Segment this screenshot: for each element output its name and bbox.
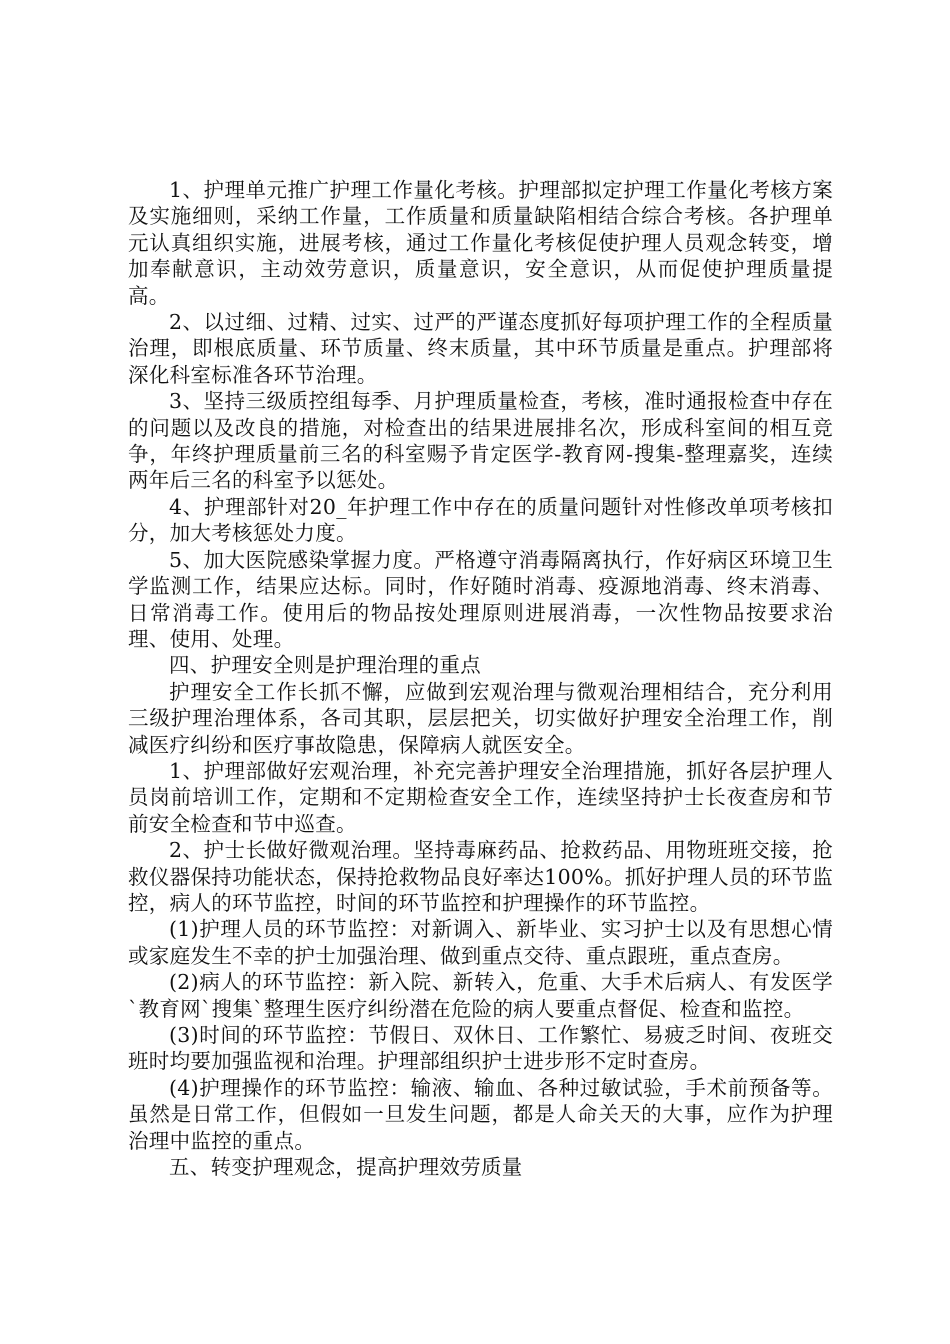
section-heading-5: 五、转变护理观念，提高护理效劳质量: [169, 1155, 523, 1180]
paragraph-item-3: 3、坚持三级质控组每季、月护理质量检查，考核，准时通报检查中存在的问题以及改良的措施，对检查出的结果进展排名次，形成科室间的相互竞争，年终护理质量前三名的科室赐予肯定医学-教育网-搜集-整理嘉奖，连续两年后三名的科室予以惩处。: [128, 389, 833, 493]
paragraph-intro: 护理安全工作长抓不懈，应做到宏观治理与微观治理相结合，充分利用三级护理治理体系，各司其职，层层把关，切实做好护理安全治理工作，削减医疗纠纷和医疗事故隐患，保障病人就医安全。: [128, 679, 833, 757]
paragraph-item-5: 5、加大医院感染掌握力度。严格遵守消毒隔离执行，作好病区环境卫生学监测工作，结果应达标。同时，作好随时消毒、疫源地消毒、终末消毒、日常消毒工作。使用后的物品按处理原则进展消毒，一次性物品按要求治理、使用、处理。: [128, 547, 833, 651]
paragraph-item-4: 4、护理部针对20_年护理工作中存在的质量问题针对性修改单项考核扣分，加大考核惩处力度。: [128, 494, 833, 546]
paragraph-sub-2: 2、护士长做好微观治理。坚持毒麻药品、抢救药品、用物班班交接，抢救仪器保持功能状态，保持抢救物品良好率达100%。抓好护理人员的环节监控，病人的环节监控，时间的环节监控和护理操作的环节监控。: [128, 838, 833, 915]
paragraph-monitor-1: (1)护理人员的环节监控：对新调入、新毕业、实习护士以及有思想心情或家庭发生不幸的护士加强治理、做到重点交待、重点跟班，重点查房。: [128, 917, 833, 968]
document-body: [128, 177, 833, 1180]
paragraph-monitor-4: (4)护理操作的环节监控：输液、输血、各种过敏试验，手术前预备等。虽然是日常工作，但假如一旦发生问题，都是人命关天的大事，应作为护理治理中监控的重点。: [128, 1075, 833, 1153]
section-heading-4: 四、护理安全则是护理治理的重点: [169, 653, 481, 678]
paragraph-sub-1: 1、护理部做好宏观治理，补充完善护理安全治理措施，抓好各层护理人员岗前培训工作，定期和不定期检查安全工作，连续坚持护士长夜查房和节前安全检查和节中巡查。: [128, 758, 833, 836]
paragraph-monitor-3: (3)时间的环节监控：节假日、双休日、工作繁忙、易疲乏时间、夜班交班时均要加强监视和治理。护理部组织护士进步形不定时查房。: [128, 1023, 833, 1074]
paragraph-item-1: 1、护理单元推广护理工作量化考核。护理部拟定护理工作量化考核方案及实施细则，采纳工作量，工作质量和质量缺陷相结合综合考核。各护理单元认真组织实施，进展考核，通过工作量化考核促使护理人员观念转变，增加奉献意识，主动效劳意识，质量意识，安全意识，从而促使护理质量提高。: [128, 178, 833, 308]
paragraph-monitor-2: (2)病人的环节监控：新入院、新转入，危重、大手术后病人、有发医学`教育网`搜集`整理生医疗纠纷潜在危险的病人要重点督促、检查和监控。: [128, 970, 833, 1021]
paragraph-item-2: 2、以过细、过精、过实、过严的严谨态度抓好每项护理工作的全程质量治理，即根底质量、环节质量、终末质量，其中环节质量是重点。护理部将深化科室标准各环节治理。: [128, 310, 833, 387]
